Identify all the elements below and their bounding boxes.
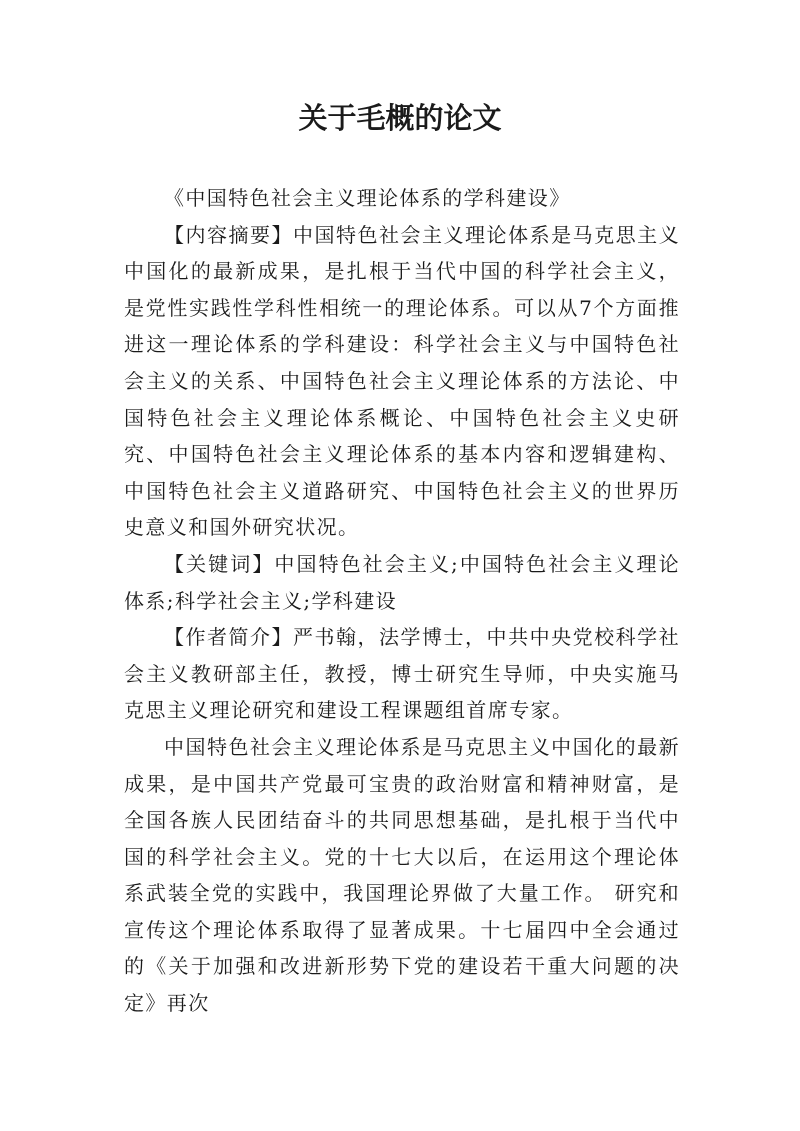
paragraph-abstract: 【内容摘要】中国特色社会主义理论体系是马克思主义中国化的最新成果，是扎根于当代中国的科学社会主义，是党性实践性学科性相统一的理论体系。可以从7个方面推进这一理论体系的学科建设：科学社会主义与中国特色社会主义的关系、中国特色社会主义理论体系的方法论、中国特色社会主义理论体系概论、中国特色社会主义史研究、中国特色社会主义理论体系的基本内容和逻辑建构、中国特色社会主义道路研究、中国特色社会主义的世界历史意义和国外研究状况。 — [124, 222, 680, 540]
paragraph-book-title: 《中国特色社会主义理论体系的学科建设》 — [164, 186, 571, 210]
paragraph-main-text: 中国特色社会主义理论体系是马克思主义中国化的最新成果，是中国共产党最可宝贵的政治财富和精神财富，是全国各族人民团结奋斗的共同思想基础，是扎根于当代中国的科学社会主义。党的十七大以后，在运用这个理论体系武装全党的实践中，我国理论界做了大量工作。 研究和宣传这个理论体系取得了显著成果。十七届四中全会通过的《关于加强和改进新形势下党的建设若干重大问题的决定》再次 — [124, 734, 680, 1016]
paragraph-keywords: 【关键词】中国特色社会主义;中国特色社会主义理论体系;科学社会主义;学科建设 — [124, 551, 680, 613]
document-body — [124, 180, 680, 1022]
document-title: 关于毛概的论文 — [298, 101, 502, 135]
paragraph-author-bio: 【作者简介】严书翰，法学博士，中共中央党校科学社会主义教研部主任，教授，博士研究生导师，中央实施马克思主义理论研究和建设工程课题组首席专家。 — [124, 625, 680, 723]
